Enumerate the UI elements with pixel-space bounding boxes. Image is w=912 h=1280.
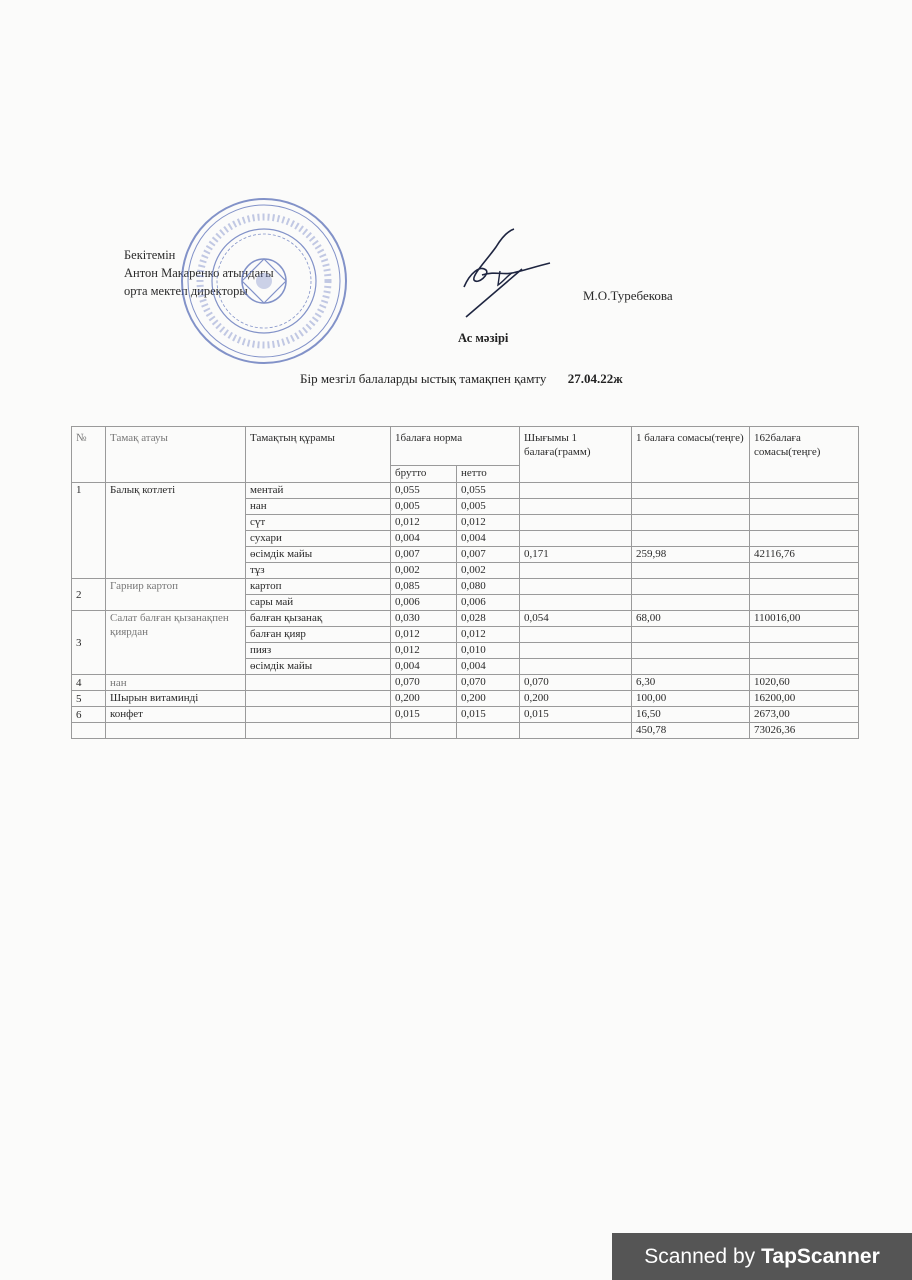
cell-gross: 0,055 — [391, 483, 457, 499]
watermark-brand: TapScanner — [761, 1244, 880, 1268]
cell-dish: Балық котлеті — [106, 483, 246, 579]
cell-cost-one: 16,50 — [632, 707, 750, 723]
cell-net: 0,015 — [457, 707, 520, 723]
cell-ingredient: нан — [246, 499, 391, 515]
cell-cost-all — [750, 531, 859, 547]
cell-net: 0,028 — [457, 611, 520, 627]
cell-net: 0,070 — [457, 675, 520, 691]
role-title: Ас мәзірі — [458, 331, 509, 345]
watermark-prefix: Scanned by — [644, 1244, 756, 1268]
cell-ingredient: ментай — [246, 483, 391, 499]
cell-cost-one — [632, 595, 750, 611]
cell-no: 4 — [72, 675, 106, 691]
cell-cost-all: 16200,00 — [750, 691, 859, 707]
cell-gross: 0,200 — [391, 691, 457, 707]
header-yield: Шығымы 1 балаға(грамм) — [520, 427, 632, 483]
cell-cost-all — [750, 627, 859, 643]
cell-ingredient: сухари — [246, 531, 391, 547]
approval-line-2: Антон Макаренко атындағы — [124, 266, 274, 280]
cell-cost-one — [632, 515, 750, 531]
cell-net: 0,002 — [457, 563, 520, 579]
cell-net: 0,012 — [457, 515, 520, 531]
cell-cost-all — [750, 499, 859, 515]
cell-cost-one — [632, 579, 750, 595]
cell-yield — [520, 595, 632, 611]
total-cost-all: 73026,36 — [750, 723, 859, 739]
cell-gross: 0,004 — [391, 659, 457, 675]
cell-gross — [391, 723, 457, 739]
cell-net: 0,007 — [457, 547, 520, 563]
cell-ingredient: өсімдік майы — [246, 659, 391, 675]
header-net: нетто — [457, 466, 520, 483]
director-name: М.О.Туребекова — [583, 288, 673, 303]
cell-cost-all — [750, 579, 859, 595]
cell-net: 0,004 — [457, 659, 520, 675]
cell-yield: 0,015 — [520, 707, 632, 723]
cell-gross: 0,006 — [391, 595, 457, 611]
cell-ingredient — [246, 707, 391, 723]
cell-cost-one — [632, 499, 750, 515]
table-row — [72, 691, 859, 707]
director-signature — [452, 225, 562, 320]
header-cost-one: 1 балаға сомасы(теңге) — [632, 427, 750, 483]
cell-yield — [520, 659, 632, 675]
cell-dish: конфет — [106, 707, 246, 723]
cell-cost-one — [632, 643, 750, 659]
cell-cost-all — [750, 515, 859, 531]
heading-date: 27.04.22ж — [567, 371, 623, 386]
cell-net: 0,005 — [457, 499, 520, 515]
cell-cost-one — [632, 659, 750, 675]
cell-gross: 0,005 — [391, 499, 457, 515]
cell-cost-one — [632, 627, 750, 643]
cell-ingredient: балған қияр — [246, 627, 391, 643]
cell-dish: Гарнир картоп — [106, 579, 246, 611]
cell-yield — [520, 531, 632, 547]
cell-cost-one: 68,00 — [632, 611, 750, 627]
cell-gross: 0,012 — [391, 627, 457, 643]
heading-title: Бір мезгіл балаларды ыстық тамақпен қамту — [300, 371, 547, 386]
cell-ingredient: сүт — [246, 515, 391, 531]
cell-ingredient: сары май — [246, 595, 391, 611]
cell-yield — [520, 563, 632, 579]
total-cost-one: 450,78 — [632, 723, 750, 739]
cell-gross: 0,007 — [391, 547, 457, 563]
menu-table — [71, 426, 859, 739]
table-total-row — [72, 723, 859, 739]
cell-gross: 0,012 — [391, 643, 457, 659]
cell-cost-one — [632, 563, 750, 579]
cell-no: 2 — [72, 579, 106, 611]
cell-cost-all: 1020,60 — [750, 675, 859, 691]
scanner-watermark — [612, 1233, 912, 1280]
cell-net: 0,080 — [457, 579, 520, 595]
cell-cost-all — [750, 483, 859, 499]
cell-net: 0,200 — [457, 691, 520, 707]
cell-yield: 0,200 — [520, 691, 632, 707]
header-no: № — [72, 427, 106, 483]
cell-no: 1 — [72, 483, 106, 579]
cell-cost-one — [632, 483, 750, 499]
cell-cost-all — [750, 643, 859, 659]
cell-yield: 0,070 — [520, 675, 632, 691]
cell-cost-all: 2673,00 — [750, 707, 859, 723]
cell-no: 3 — [72, 611, 106, 675]
cell-yield: 0,054 — [520, 611, 632, 627]
cell-cost-all — [750, 659, 859, 675]
cell-yield — [520, 515, 632, 531]
header-gross: брутто — [391, 466, 457, 483]
cell-ingredient — [246, 675, 391, 691]
header-dish: Тамақ атауы — [106, 427, 246, 483]
cell-ingredient: тұз — [246, 563, 391, 579]
approval-line-1: Бекітемін — [124, 248, 176, 262]
school-seal-stamp — [178, 195, 350, 367]
cell-dish: Салат балған қызанақпен қиярдан — [106, 611, 246, 675]
cell-ingredient: пияз — [246, 643, 391, 659]
cell-gross: 0,002 — [391, 563, 457, 579]
cell-cost-one: 6,30 — [632, 675, 750, 691]
cell-no: 6 — [72, 707, 106, 723]
header-composition: Тамақтың құрамы — [246, 427, 391, 483]
cell-yield — [520, 643, 632, 659]
cell-yield — [520, 627, 632, 643]
cell-ingredient: картоп — [246, 579, 391, 595]
table-row — [72, 579, 859, 595]
cell-cost-all — [750, 595, 859, 611]
cell-cost-one — [632, 531, 750, 547]
cell-yield — [520, 723, 632, 739]
cell-ingredient: балған қызанақ — [246, 611, 391, 627]
table-row — [72, 611, 859, 627]
approval-line-3: орта мектеп директоры — [124, 284, 248, 298]
cell-dish — [106, 723, 246, 739]
cell-gross: 0,015 — [391, 707, 457, 723]
cell-yield — [520, 499, 632, 515]
cell-cost-one: 100,00 — [632, 691, 750, 707]
header-cost-all: 162балаға сомасы(теңге) — [750, 427, 859, 483]
cell-dish: нан — [106, 675, 246, 691]
cell-cost-all: 110016,00 — [750, 611, 859, 627]
cell-gross: 0,004 — [391, 531, 457, 547]
table-row — [72, 675, 859, 691]
cell-ingredient: өсімдік майы — [246, 547, 391, 563]
table-header-row — [72, 427, 859, 466]
cell-gross: 0,085 — [391, 579, 457, 595]
cell-net — [457, 723, 520, 739]
cell-cost-one: 259,98 — [632, 547, 750, 563]
cell-no: 5 — [72, 691, 106, 707]
cell-yield — [520, 579, 632, 595]
cell-net: 0,006 — [457, 595, 520, 611]
cell-gross: 0,030 — [391, 611, 457, 627]
cell-net: 0,004 — [457, 531, 520, 547]
table-row — [72, 707, 859, 723]
cell-ingredient — [246, 691, 391, 707]
cell-dish: Шырын витаминді — [106, 691, 246, 707]
cell-ingredient — [246, 723, 391, 739]
cell-net: 0,055 — [457, 483, 520, 499]
cell-no — [72, 723, 106, 739]
cell-cost-all — [750, 563, 859, 579]
document-heading — [300, 371, 623, 387]
cell-net: 0,010 — [457, 643, 520, 659]
cell-gross: 0,070 — [391, 675, 457, 691]
cell-gross: 0,012 — [391, 515, 457, 531]
cell-net: 0,012 — [457, 627, 520, 643]
table-row — [72, 483, 859, 499]
cell-cost-all: 42116,76 — [750, 547, 859, 563]
cell-yield — [520, 483, 632, 499]
cell-yield: 0,171 — [520, 547, 632, 563]
header-norm: 1балаға норма — [391, 427, 520, 466]
